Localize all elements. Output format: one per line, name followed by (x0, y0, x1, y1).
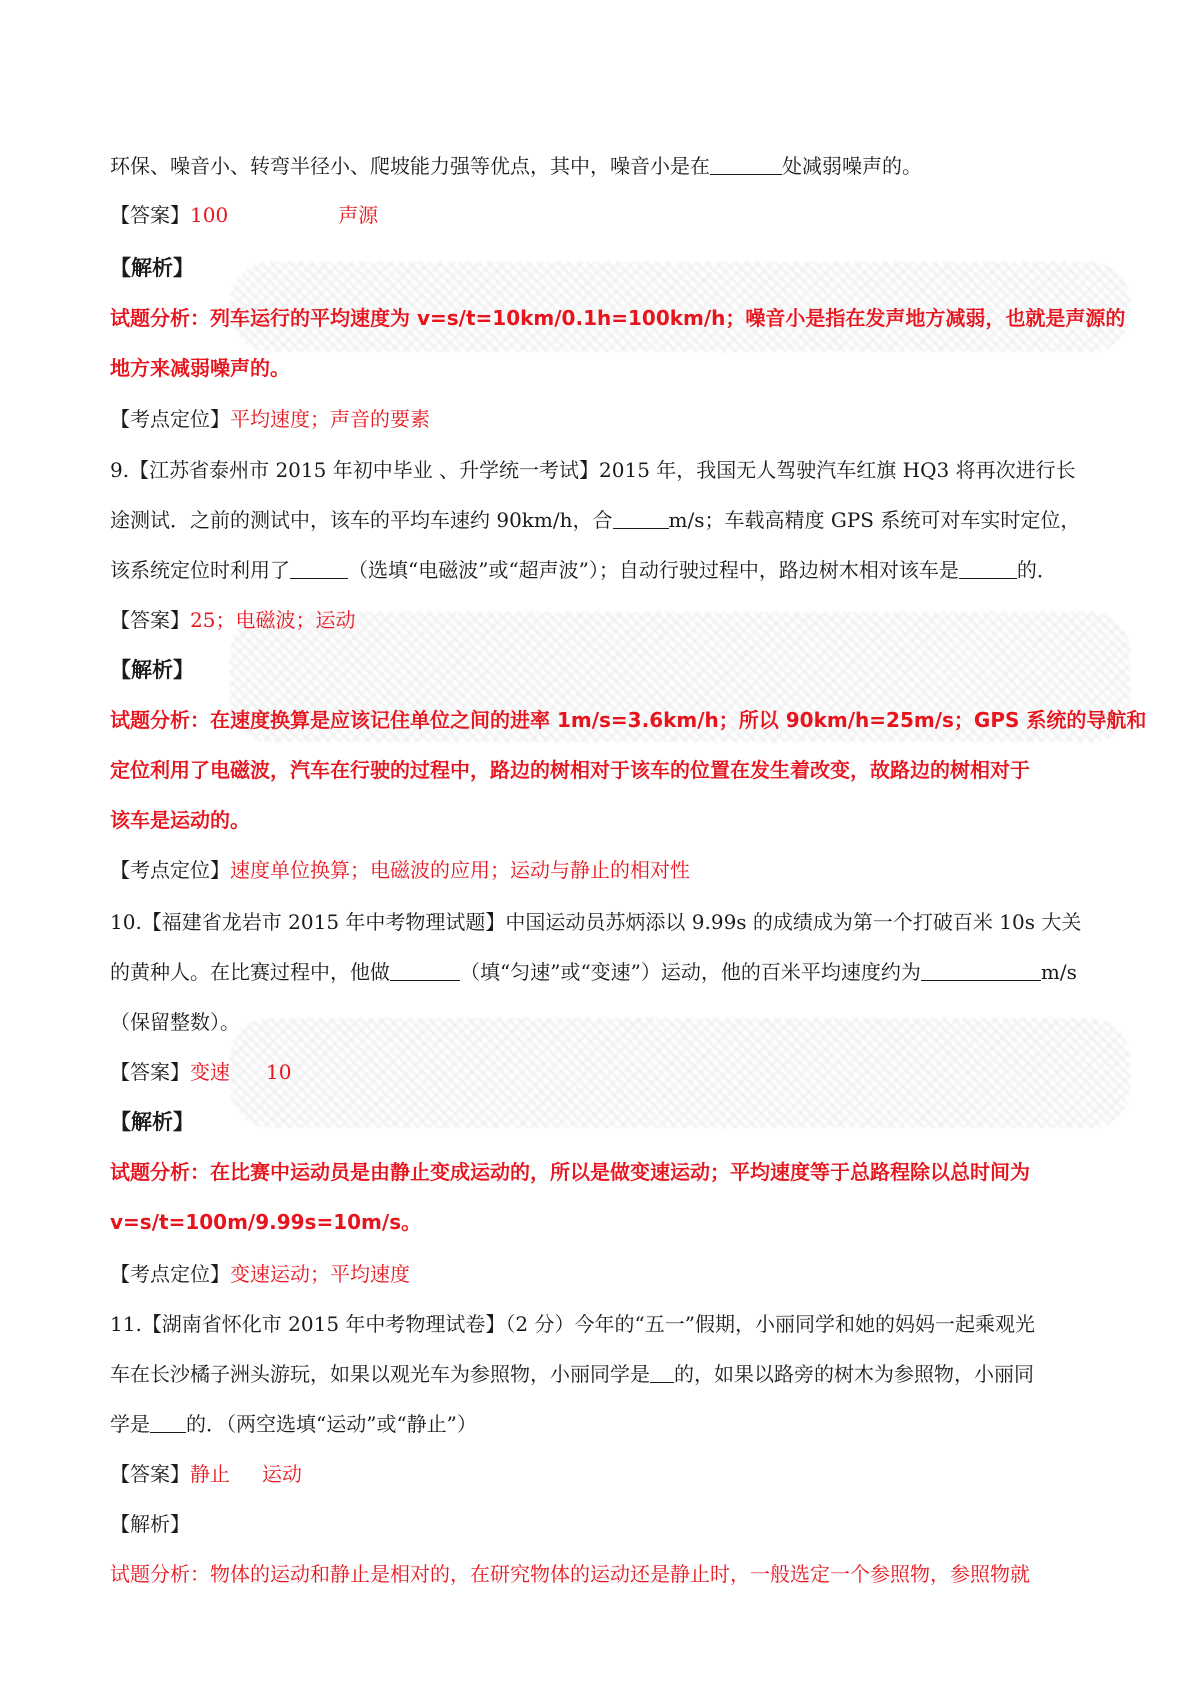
analysis-text: 地方来减弱噪声的。 (110, 356, 290, 380)
question-11: 11.【湖南省怀化市 2015 年中考物理试卷】（2 分）今年的“五一”假期，小丽同学和她的妈妈一起乘观光 (110, 1312, 1035, 1336)
knowledge-point: 【考点定位】变速运动；平均速度 (110, 1262, 410, 1286)
analysis-text: 定位利用了电磁波，汽车在行驶的过程中，路边的树相对于该车的位置在发生着改变，故路边的树相对于 (110, 758, 1030, 782)
analysis-tag: 【解析】 (110, 255, 194, 280)
answer-line: 【答案】变速 10 (110, 1060, 292, 1084)
question-9-line3: 该系统定位时利用了 （选填“电磁波”或“超声波”）；自动行驶过程中，路边树木相对该车是 的． (110, 558, 1057, 582)
answer-line: 【答案】静止 运动 (110, 1462, 302, 1486)
analysis-text: 试题分析：列车运行的平均速度为 v=s/t=10km/0.1h=100km/h；噪音小是指在发声地方减弱，也就是声源的 (110, 306, 1126, 330)
watermark (230, 1018, 1130, 1128)
knowledge-point: 【考点定位】平均速度；声音的要素 (110, 407, 430, 431)
blank (921, 962, 1041, 981)
blank (959, 560, 1017, 579)
analysis-text: v=s/t=100m/9.99s=10m/s。 (110, 1210, 422, 1234)
question-11-line3: 学是 的．（两空选填“运动”或“静止”） (110, 1412, 477, 1436)
blank (390, 962, 460, 981)
question-9: 9.【江苏省泰州市 2015 年初中毕业 、升学统一考试】2015 年，我国无人驾驶汽车红旗 HQ3 将再次进行长 (110, 458, 1076, 482)
answer-line: 【答案】100 声源 (110, 203, 379, 227)
question-10-line3: （保留整数）。 (110, 1010, 240, 1034)
blank (710, 156, 782, 175)
blank (150, 1414, 186, 1433)
question-10: 10.【福建省龙岩市 2015 年中考物理试题】中国运动员苏炳添以 9.99s 的成绩成为第一个打破百米 10s 大关 (110, 910, 1082, 934)
question-8-tail: 环保、噪音小、转弯半径小、爬坡能力强等优点，其中，噪音小是在 处减弱噪声的。 (110, 154, 922, 178)
analysis-text: 该车是运动的。 (110, 808, 250, 832)
blank (613, 510, 669, 529)
analysis-text: 试题分析：在速度换算是应该记住单位之间的进率 1m/s=3.6km/h；所以 90km/h=25m/s；GPS 系统的导航和 (110, 708, 1147, 732)
analysis-text: 试题分析：在比赛中运动员是由静止变成运动的，所以是做变速运动；平均速度等于总路程除以总时间为 (110, 1160, 1030, 1184)
analysis-tag: 【解析】 (110, 657, 194, 682)
blank (650, 1364, 674, 1383)
analysis-tag: 【解析】 (110, 1109, 194, 1134)
analysis-text: 试题分析：物体的运动和静止是相对的，在研究物体的运动还是静止时，一般选定一个参照物，参照物就 (110, 1562, 1030, 1586)
question-9-line2: 途测试．之前的测试中，该车的平均车速约 90km/h，合 m/s；车载高精度 GPS 系统可对车实时定位， (110, 508, 1081, 532)
blank (290, 560, 348, 579)
analysis-tag: 【解析】 (110, 1512, 190, 1536)
question-10-line2: 的黄种人。在比赛过程中，他做 （填“匀速”或“变速”）运动，他的百米平均速度约为 m/s (110, 960, 1077, 984)
answer-line: 【答案】25；电磁波；运动 (110, 608, 356, 632)
question-11-line2: 车在长沙橘子洲头游玩，如果以观光车为参照物，小丽同学是 的，如果以路旁的树木为参照物，小丽同 (110, 1362, 1034, 1386)
knowledge-point: 【考点定位】速度单位换算；电磁波的应用；运动与静止的相对性 (110, 858, 690, 882)
